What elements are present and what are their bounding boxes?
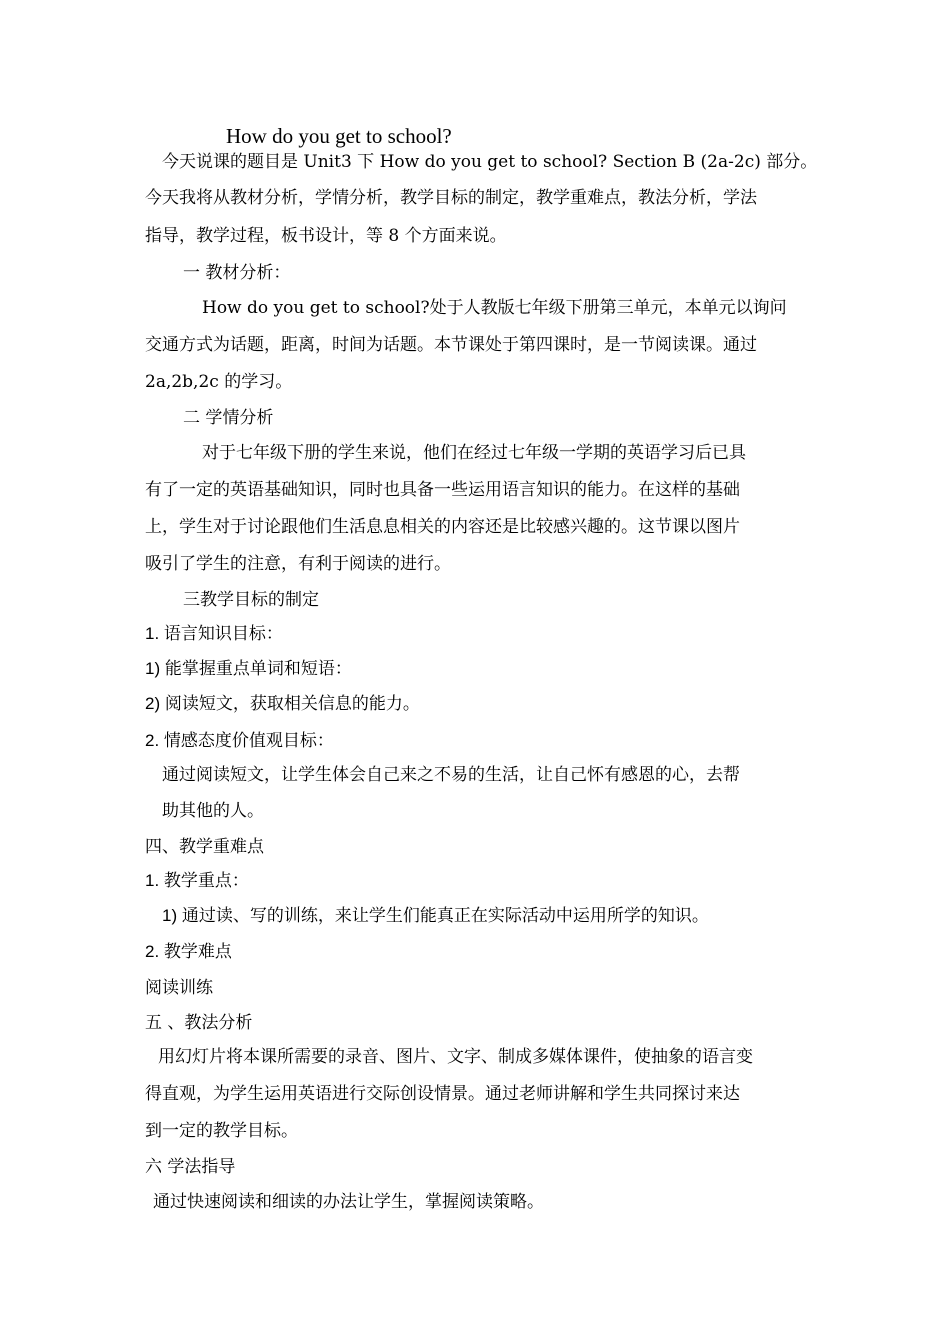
goal-1-label: 1. 语言知识目标： (145, 624, 283, 643)
intro-line-2: 今天我将从教材分析，学情分析，教学目标的制定，教学重难点，教法分析，学法 (145, 188, 757, 208)
section-1-line-1: How do you get to school?处于人教版七年级下册第三单元，本单元以询问 (202, 298, 787, 318)
section-2-line-2: 有了一定的英语基础知识，同时也具备一些运用语言知识的能力。在这样的基础 (145, 480, 740, 500)
section-5-heading: 五 、教法分析 (145, 1013, 253, 1033)
section-6-heading: 六 学法指导 (145, 1157, 236, 1177)
section-1-line-3: 2a,2b,2c 的学习。 (145, 372, 293, 392)
section-3-heading: 三教学目标的制定 (183, 590, 319, 610)
section-2-line-4: 吸引了学生的注意，有利于阅读的进行。 (145, 554, 451, 574)
section-1-heading: 一 教材分析： (183, 263, 291, 283)
section-5-line-1: 用幻灯片将本课所需要的录音、图片、文字、制成多媒体课件，使抽象的语言变 (158, 1047, 753, 1067)
intro-line-1: 今天说课的题目是 Unit3 下 How do you get to school? Section B (2a-2c) 部分。 (162, 152, 818, 172)
difficult-point-label: 2. 教学难点 (145, 942, 232, 961)
difficult-point-item: 阅读训练 (145, 978, 213, 998)
goal-2-line-1: 通过阅读短文，让学生体会自己来之不易的生活，让自己怀有感恩的心，去帮 (162, 765, 740, 785)
goal-1-item-2: 2) 阅读短文，获取相关信息的能力。 (145, 694, 420, 713)
goal-2-line-2: 助其他的人。 (162, 801, 264, 821)
section-5-line-3: 到一定的教学目标。 (145, 1121, 298, 1141)
section-5-line-2: 得直观，为学生运用英语进行交际创设情景。通过老师讲解和学生共同探讨来达 (145, 1084, 740, 1104)
section-4-heading: 四、教学重难点 (145, 837, 264, 857)
goal-1-item-1: 1) 能掌握重点单词和短语： (145, 659, 352, 678)
section-1-line-2: 交通方式为话题，距离，时间为话题。本节课处于第四课时，是一节阅读课。通过 (145, 335, 757, 355)
key-point-label: 1. 教学重点： (145, 871, 249, 890)
section-2-line-3: 上，学生对于讨论跟他们生活息息相关的内容还是比较感兴趣的。这节课以图片 (145, 517, 740, 537)
intro-line-3: 指导，教学过程，板书设计，等 8 个方面来说。 (145, 226, 507, 246)
document-title: How do you get to school? (226, 124, 452, 148)
key-point-item: 1) 通过读、写的训练，来让学生们能真正在实际活动中运用所学的知识。 (162, 906, 709, 925)
goal-2-label: 2. 情感态度价值观目标： (145, 731, 334, 750)
section-6-line: 通过快速阅读和细读的办法让学生，掌握阅读策略。 (153, 1192, 544, 1212)
section-2-line-1: 对于七年级下册的学生来说，他们在经过七年级一学期的英语学习后已具 (202, 443, 746, 463)
section-2-heading: 二 学情分析 (183, 408, 274, 428)
